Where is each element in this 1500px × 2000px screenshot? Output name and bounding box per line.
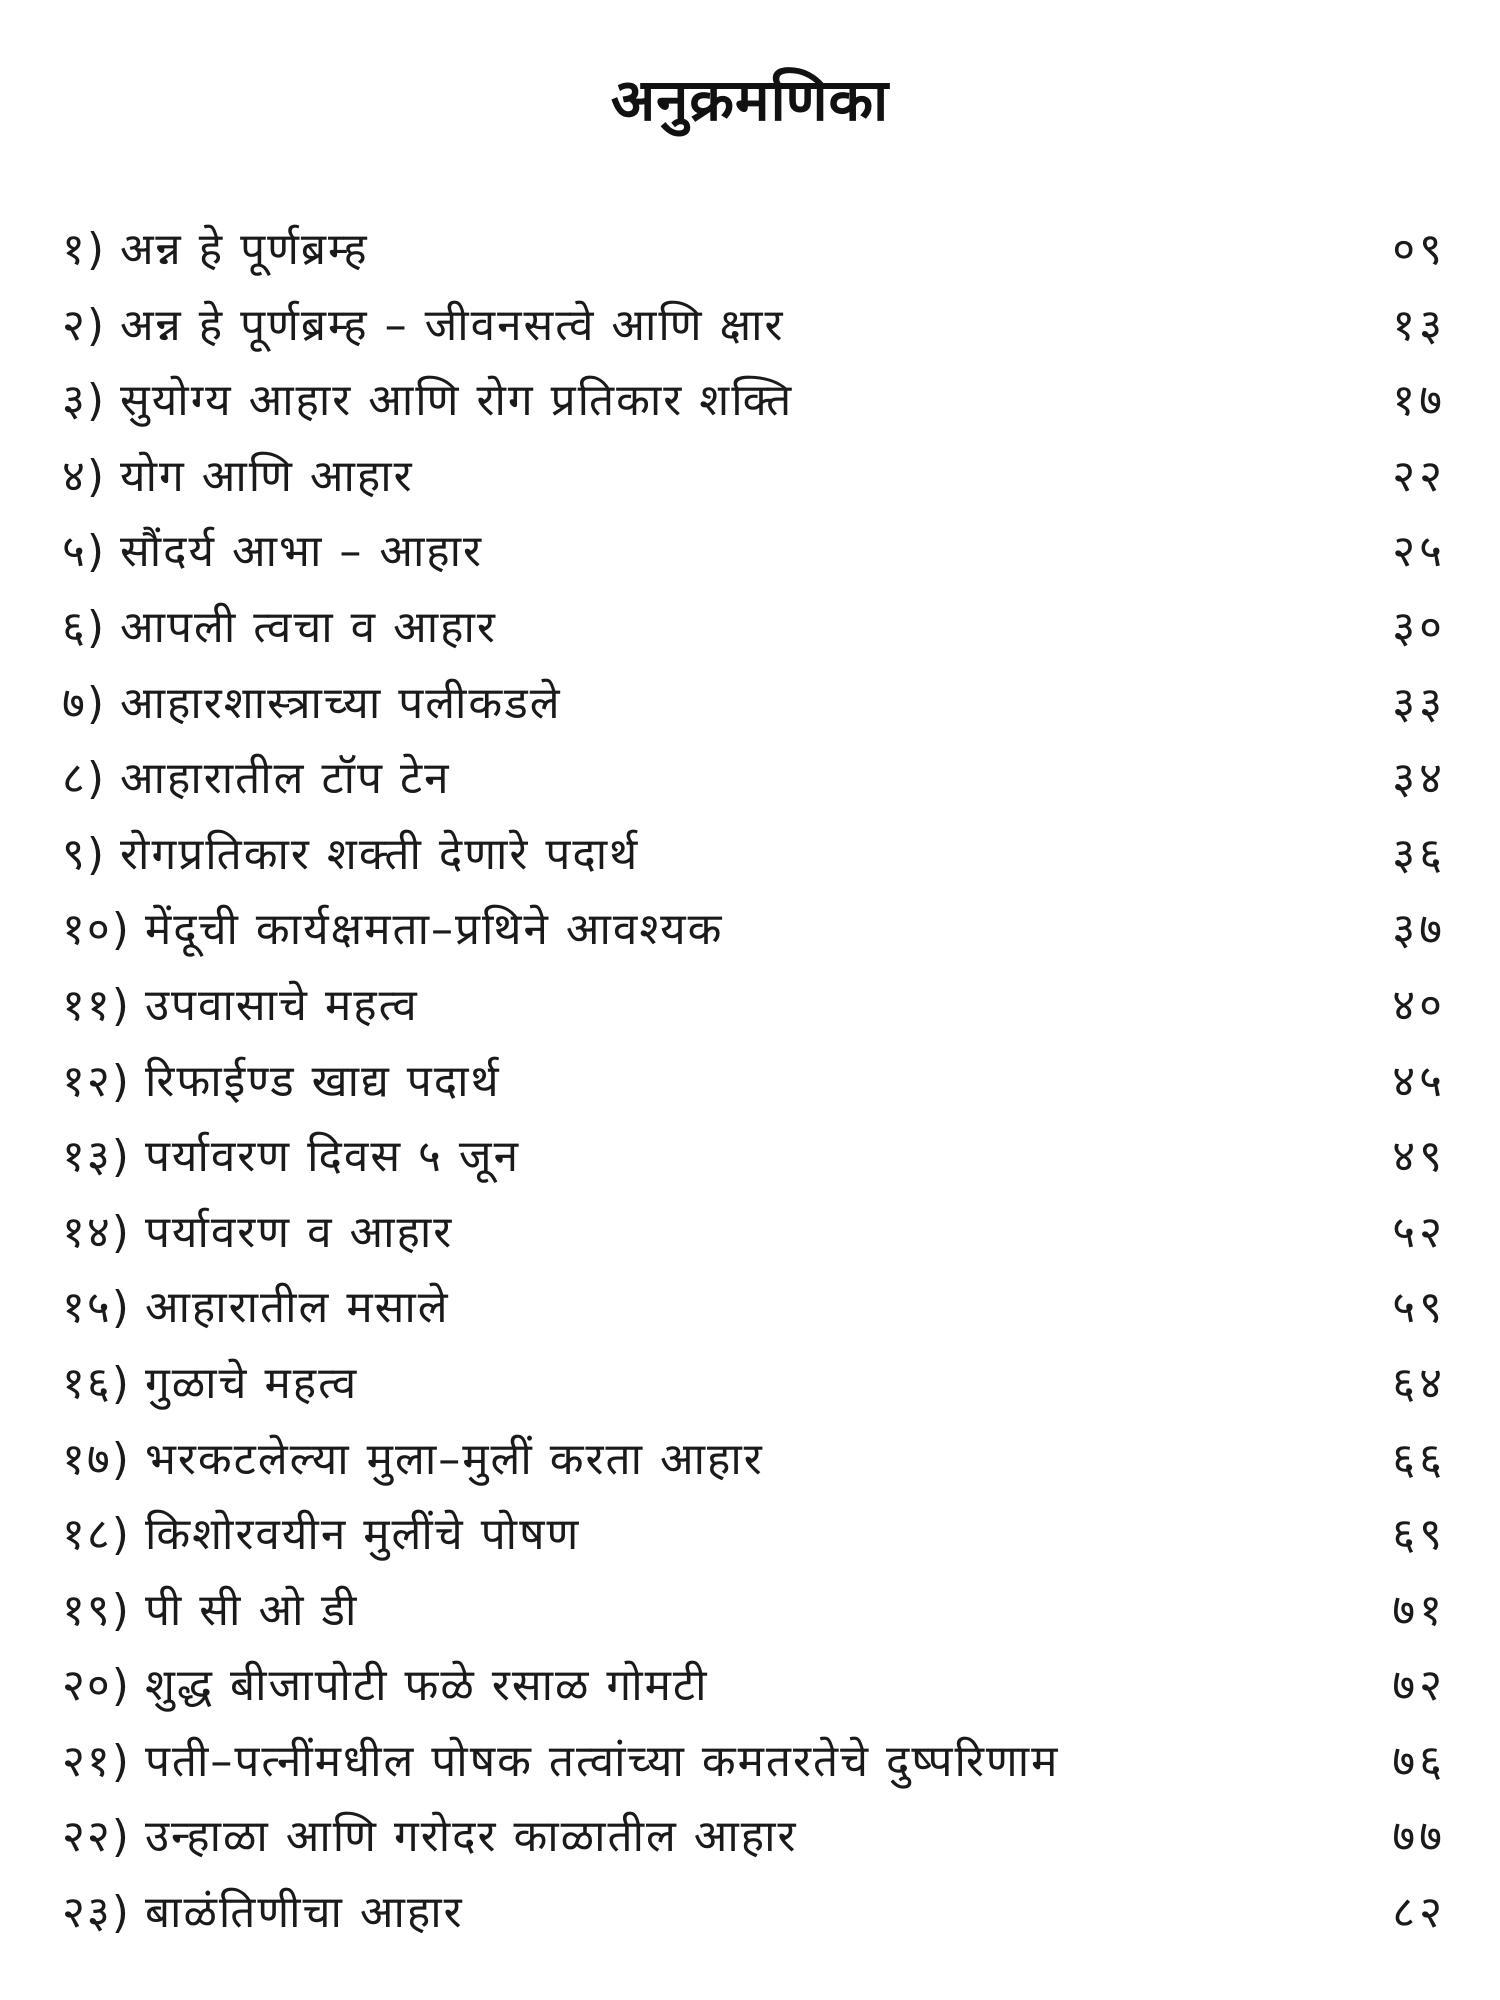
toc-entry — [62, 1119, 1462, 1195]
toc-entry-number: १४) — [62, 1206, 131, 1258]
toc-entry-title: पर्यावरण व आहार — [144, 1206, 454, 1258]
toc-entry-page-number: ३० — [1392, 601, 1446, 653]
toc-entry-title: पती–पत्नींमधील पोषक तत्वांच्या कमतरतेचे दुष्परिणाम — [144, 1735, 1060, 1787]
toc-entry-page-number: २५ — [1392, 526, 1446, 578]
toc-entry — [62, 514, 1462, 590]
toc-entry-number: ५) — [62, 526, 107, 578]
toc-entry-title: रिफाईण्ड खाद्य पदार्थ — [144, 1055, 501, 1107]
toc-entry-number: १३) — [62, 1131, 131, 1183]
toc-entry-page-number: ७१ — [1392, 1584, 1446, 1636]
toc-entry — [62, 1497, 1462, 1573]
toc-entry-number: ८) — [62, 753, 107, 805]
toc-entry-page-number: ३७ — [1392, 904, 1446, 956]
toc-entry-number: १) — [62, 224, 107, 275]
toc-entry-title: किशोरवयीन मुलींचे पोषण — [144, 1509, 581, 1561]
toc-entry — [62, 1875, 1462, 1951]
toc-entry-number: २२) — [62, 1811, 131, 1863]
toc-entry-title: शुद्ध बीजापोटी फळे रसाळ गोमटी — [144, 1660, 709, 1712]
toc-entry-title: आहारातील टॉप टेन — [120, 753, 451, 805]
toc-entry-page-number: ६४ — [1392, 1357, 1446, 1409]
toc-entry-page-number: ३६ — [1392, 828, 1446, 880]
toc-entry-title: उपवासाचे महत्व — [144, 979, 419, 1031]
toc-entry — [62, 212, 1462, 288]
toc-entry-page-number: ५९ — [1392, 1282, 1446, 1334]
toc-entry-title: सुयोग्य आहार आणि रोग प्रतिकार शक्ति — [120, 375, 794, 427]
toc-entry-title: पर्यावरण दिवस ५ जून — [144, 1131, 520, 1183]
toc-entry — [62, 590, 1462, 666]
toc-entry-page-number: ७७ — [1392, 1811, 1446, 1863]
toc-entry-number: ९) — [62, 828, 107, 880]
toc-entry-page-number: १३ — [1392, 299, 1446, 351]
toc-entry — [62, 892, 1462, 968]
toc-entry — [62, 817, 1462, 893]
toc-entry-page-number: ७६ — [1392, 1735, 1446, 1787]
table-of-contents — [62, 212, 1462, 1951]
toc-entry-page-number: ४५ — [1392, 1055, 1446, 1107]
toc-entry — [62, 288, 1462, 364]
toc-entry-title: आपली त्वचा व आहार — [120, 601, 497, 653]
toc-entry — [62, 363, 1462, 439]
toc-entry-number: १९) — [62, 1584, 131, 1636]
toc-entry-number: २३) — [62, 1887, 131, 1939]
toc-entry-title: बाळंतिणीचा आहार — [144, 1887, 464, 1939]
toc-entry-number: १२) — [62, 1055, 131, 1107]
toc-entry-number: ४) — [62, 450, 107, 502]
toc-entry — [62, 439, 1462, 515]
toc-entry-page-number: ३४ — [1392, 753, 1446, 805]
toc-entry-title: पी सी ओ डी — [144, 1584, 359, 1636]
toc-entry — [62, 1044, 1462, 1120]
toc-entry-number: १५) — [62, 1282, 131, 1334]
toc-entry-title: आहारशास्त्राच्या पलीकडले — [120, 677, 562, 729]
toc-entry — [62, 1195, 1462, 1271]
toc-entry-title: योग आणि आहार — [120, 450, 414, 502]
toc-entry — [62, 1346, 1462, 1422]
toc-entry — [62, 741, 1462, 817]
toc-entry-page-number: १७ — [1392, 375, 1446, 427]
toc-entry-page-number: ६९ — [1392, 1509, 1446, 1561]
toc-entry-title: रोगप्रतिकार शक्ती देणारे पदार्थ — [120, 828, 640, 880]
toc-entry-number: ७) — [62, 677, 107, 729]
toc-entry — [62, 1422, 1462, 1498]
toc-entry-title: गुळाचे महत्व — [144, 1357, 359, 1409]
toc-entry-number: २०) — [62, 1660, 131, 1712]
toc-entry-title: भरकटलेल्या मुला–मुलीं करता आहार — [144, 1433, 764, 1485]
toc-entry — [62, 1724, 1462, 1800]
toc-entry-title: अन्न हे पूर्णब्रम्ह — [120, 224, 369, 275]
toc-entry-title: उन्हाळा आणि गरोदर काळातील आहार — [144, 1811, 798, 1863]
toc-entry — [62, 1799, 1462, 1875]
toc-entry-page-number: ८२ — [1392, 1887, 1446, 1939]
toc-entry-title: सौंदर्य आभा – आहार — [120, 526, 484, 578]
toc-entry — [62, 1648, 1462, 1724]
toc-entry-number: १६) — [62, 1357, 131, 1409]
toc-entry-number: ११) — [62, 979, 131, 1031]
toc-entry-page-number: ७२ — [1392, 1660, 1446, 1712]
page-title: अनुक्रमणिका — [610, 66, 890, 134]
toc-entry-page-number: ४९ — [1392, 1131, 1446, 1183]
toc-entry-page-number: ०९ — [1392, 224, 1446, 275]
toc-entry-title: मेंदूची कार्यक्षमता–प्रथिने आवश्यक — [144, 904, 724, 956]
toc-entry — [62, 666, 1462, 742]
toc-entry-page-number: ३३ — [1392, 677, 1446, 729]
toc-entry — [62, 1270, 1462, 1346]
toc-entry-number: ३) — [62, 375, 107, 427]
toc-entry-page-number: ४० — [1392, 979, 1446, 1031]
toc-entry-number: ६) — [62, 601, 107, 653]
toc-entry-page-number: ६६ — [1392, 1433, 1446, 1485]
toc-entry-number: १७) — [62, 1433, 131, 1485]
toc-entry-page-number: २२ — [1392, 450, 1446, 502]
toc-entry-title: आहारातील मसाले — [144, 1282, 450, 1334]
toc-entry-page-number: ५२ — [1392, 1206, 1446, 1258]
toc-entry-number: १०) — [62, 904, 131, 956]
toc-entry-title: अन्न हे पूर्णब्रम्ह – जीवनसत्वे आणि क्षार — [120, 299, 785, 351]
toc-entry-number: २) — [62, 299, 107, 351]
toc-entry — [62, 1573, 1462, 1649]
toc-entry — [62, 968, 1462, 1044]
toc-entry-number: २१) — [62, 1735, 131, 1787]
toc-entry-number: १८) — [62, 1509, 131, 1561]
